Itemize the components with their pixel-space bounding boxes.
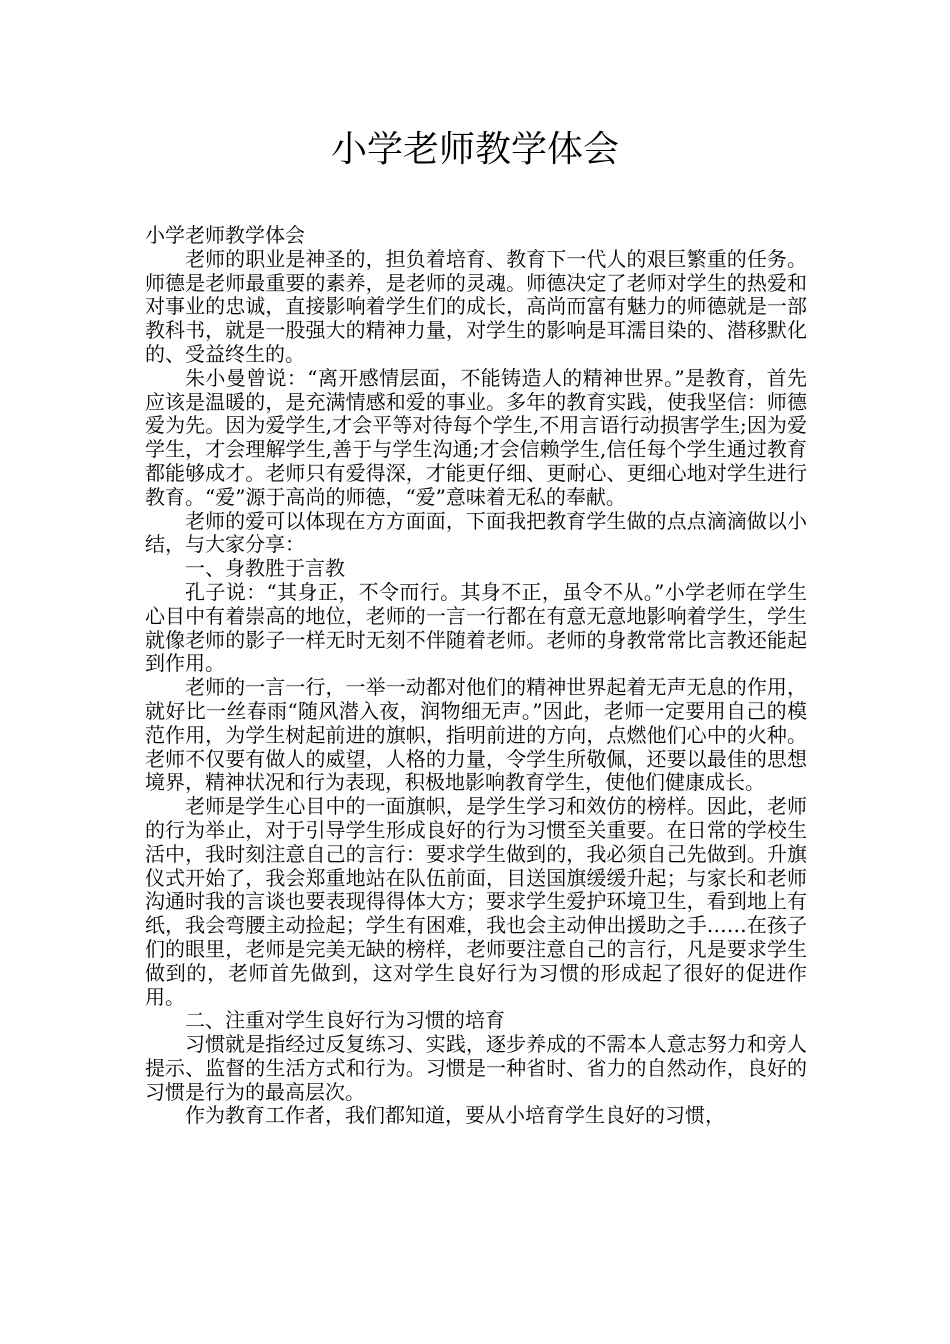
paragraph: 老师的职业是神圣的，担负着培育、教育下一代人的艰巨繁重的任务。师德是老师最重要的素养，是老师的灵魂。师德决定了老师对学生的热爱和对事业的忠诚，直接影响着学生们的成长，高尚而富有魅力的师德就是一部教科书，就是一股强大的精神力量，对学生的影响是耳濡目染的、潜移默化的、受益终生的。 — [145, 246, 807, 366]
section-heading: 一、身教胜于言教 — [185, 556, 345, 581]
paragraph: 习惯就是指经过反复练习、实践，逐步养成的不需本人意志努力和旁人提示、监督的生活方式和行为。习惯是一种省时、省力的自然动作，良好的习惯是行为的最高层次。 — [145, 1032, 807, 1104]
page-title: 小学老师教学体会 — [330, 129, 619, 170]
paragraph: 老师是学生心目中的一面旗帜，是学生学习和效仿的榜样。因此，老师的行为举止，对于引导学生形成良好的行为习惯至关重要。在日常的学校生活中，我时刻注意自己的言行：要求学生做到的，我必须自己先做到。升旗仪式开始了，我会郑重地站在队伍前面，目送国旗缓缓升起；与家长和老师沟通时我的言谈也要表现得得体大方；要求学生爱护环境卫生，看到地上有纸，我会弯腰主动捡起；学生有困难，我也会主动伸出援助之手……在孩子们的眼里，老师是完美无缺的榜样，老师要注意自己的言行，凡是要求学生做到的，老师首先做到，这对学生良好行为习惯的形成起了很好的促进作用。 — [145, 794, 807, 1009]
paragraph: 作为教育工作者，我们都知道，要从小培育学生良好的习惯， — [185, 1103, 725, 1128]
document-subtitle: 小学老师教学体会 — [145, 223, 305, 247]
paragraph: 朱小曼曾说：“离开感情层面，不能铸造人的精神世界。”是教育，首先应该是温暖的，是充满情感和爱的事业。多年的教育实践，使我坚信：师德爱为先。因为爱学生,才会平等对待每个学生,不用言语行动损害学生;因为爱学生，才会理解学生,善于与学生沟通;才会信赖学生,信任每个学生通过教育都能够成才。老师只有爱得深，才能更仔细、更耐心、更细心地对学生进行教育。“爱”源于高尚的师德，“爱”意味着无私的奉献。 — [145, 365, 807, 509]
paragraph: 老师的一言一行，一举一动都对他们的精神世界起着无声无息的作用，就好比一丝春雨“随风潜入夜，润物细无声。”因此，老师一定要用自己的模范作用，为学生树起前进的旗帜，指明前进的方向，点燃他们心中的火种。老师不仅要有做人的威望，人格的力量，令学生所敬佩，还要以最佳的思想境界，精神状况和行为表现，积极地影响教育学生，使他们健康成长。 — [145, 675, 807, 795]
paragraph: 老师的爱可以体现在方方面面，下面我把教育学生做的点点滴滴做以小结，与大家分享： — [145, 508, 807, 557]
section-heading: 二、注重对学生良好行为习惯的培育 — [185, 1008, 505, 1033]
document-body — [145, 224, 807, 1128]
paragraph: 孔子说：“其身正，不令而行。其身不正，虽令不从。”小学老师在学生心目中有着崇高的地位，老师的一言一行都在有意无意地影响着学生，学生就像老师的影子一样无时无刻不伴随着老师。老师的身教常常比言教还能起到作用。 — [145, 579, 807, 676]
